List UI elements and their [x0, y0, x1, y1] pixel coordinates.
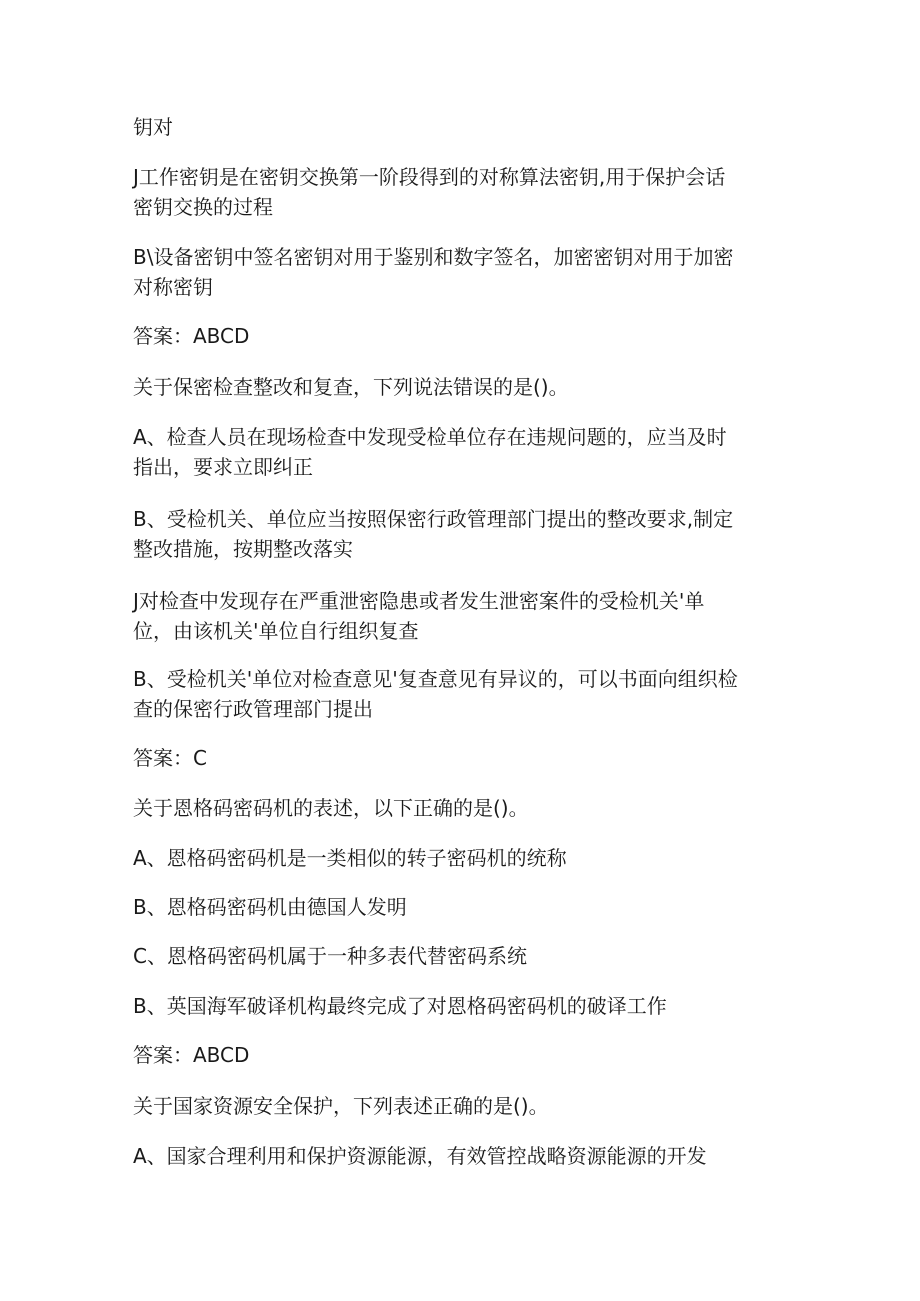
- text-line: 指出，要求立即纠正: [133, 455, 313, 479]
- text-line: J工作密钥是在密钥交换第一阶段得到的对称算法密钥,用于保护会话: [133, 165, 726, 189]
- option-a-enigma: [133, 843, 793, 873]
- option-d-enigma: [133, 991, 793, 1021]
- option-device-key: [133, 242, 793, 302]
- text-line: A、国家合理利用和保护资源能源，有效管控战略资源能源的开发: [133, 1144, 707, 1168]
- text-line: B、恩格码密码机由德国人发明: [133, 895, 407, 919]
- text-line: 钥对: [133, 115, 173, 139]
- answer-3: [133, 1040, 793, 1070]
- question-inspection: [133, 372, 793, 402]
- text-line: 关于国家资源安全保护，下列表述正确的是()。: [133, 1094, 549, 1118]
- answer-1: [133, 321, 793, 351]
- text-line: 答案：C: [133, 746, 207, 770]
- text-line: B、受检机关、单位应当按照保密行政管理部门提出的整改要求,制定: [133, 507, 734, 531]
- text-line: 关于保密检查整改和复查，下列说法错误的是()。: [133, 375, 569, 399]
- text-line: B、英国海军破译机构最终完成了对恩格码密码机的破译工作: [133, 994, 667, 1018]
- text-line: A、检查人员在现场检查中发现受检单位存在违规问题的，应当及时: [133, 425, 727, 449]
- option-c-enigma: [133, 941, 793, 971]
- option-a-inspection: [133, 422, 793, 482]
- text-line: J对检查中发现存在严重泄密隐患或者发生泄密案件的受检机关'单: [133, 589, 705, 613]
- text-line: 整改措施，按期整改落实: [133, 537, 353, 561]
- option-work-key: [133, 162, 793, 222]
- option-b-enigma: [133, 892, 793, 922]
- text-line: A、恩格码密码机是一类相似的转子密码机的统称: [133, 846, 567, 870]
- text-line: B\设备密钥中签名密钥对用于鉴别和数字签名，加密密钥对用于加密: [133, 245, 734, 269]
- option-c-inspection: [133, 586, 793, 646]
- text-line: 位，由该机关'单位自行组织复查: [133, 619, 419, 643]
- option-d-inspection: [133, 664, 793, 724]
- text-line: 关于恩格码密码机的表述，以下正确的是()。: [133, 796, 529, 820]
- text-line: B、受检机关'单位对检查意见'复查意见有异议的，可以书面向组织检: [133, 667, 738, 691]
- answer-2: [133, 743, 793, 773]
- option-a-resources: [133, 1141, 793, 1171]
- text-line: 查的保密行政管理部门提出: [133, 697, 373, 721]
- question-resources: [133, 1091, 793, 1121]
- text-line: 对称密钥: [133, 275, 213, 299]
- text-line: 答案：ABCD: [133, 1043, 250, 1067]
- text-line: 密钥交换的过程: [133, 195, 273, 219]
- text-line: C、恩格码密码机属于一种多表代替密码系统: [133, 944, 527, 968]
- question-enigma: [133, 793, 793, 823]
- paragraph-key-pair: [133, 112, 793, 142]
- text-line: 答案：ABCD: [133, 324, 250, 348]
- option-b-inspection: [133, 504, 793, 564]
